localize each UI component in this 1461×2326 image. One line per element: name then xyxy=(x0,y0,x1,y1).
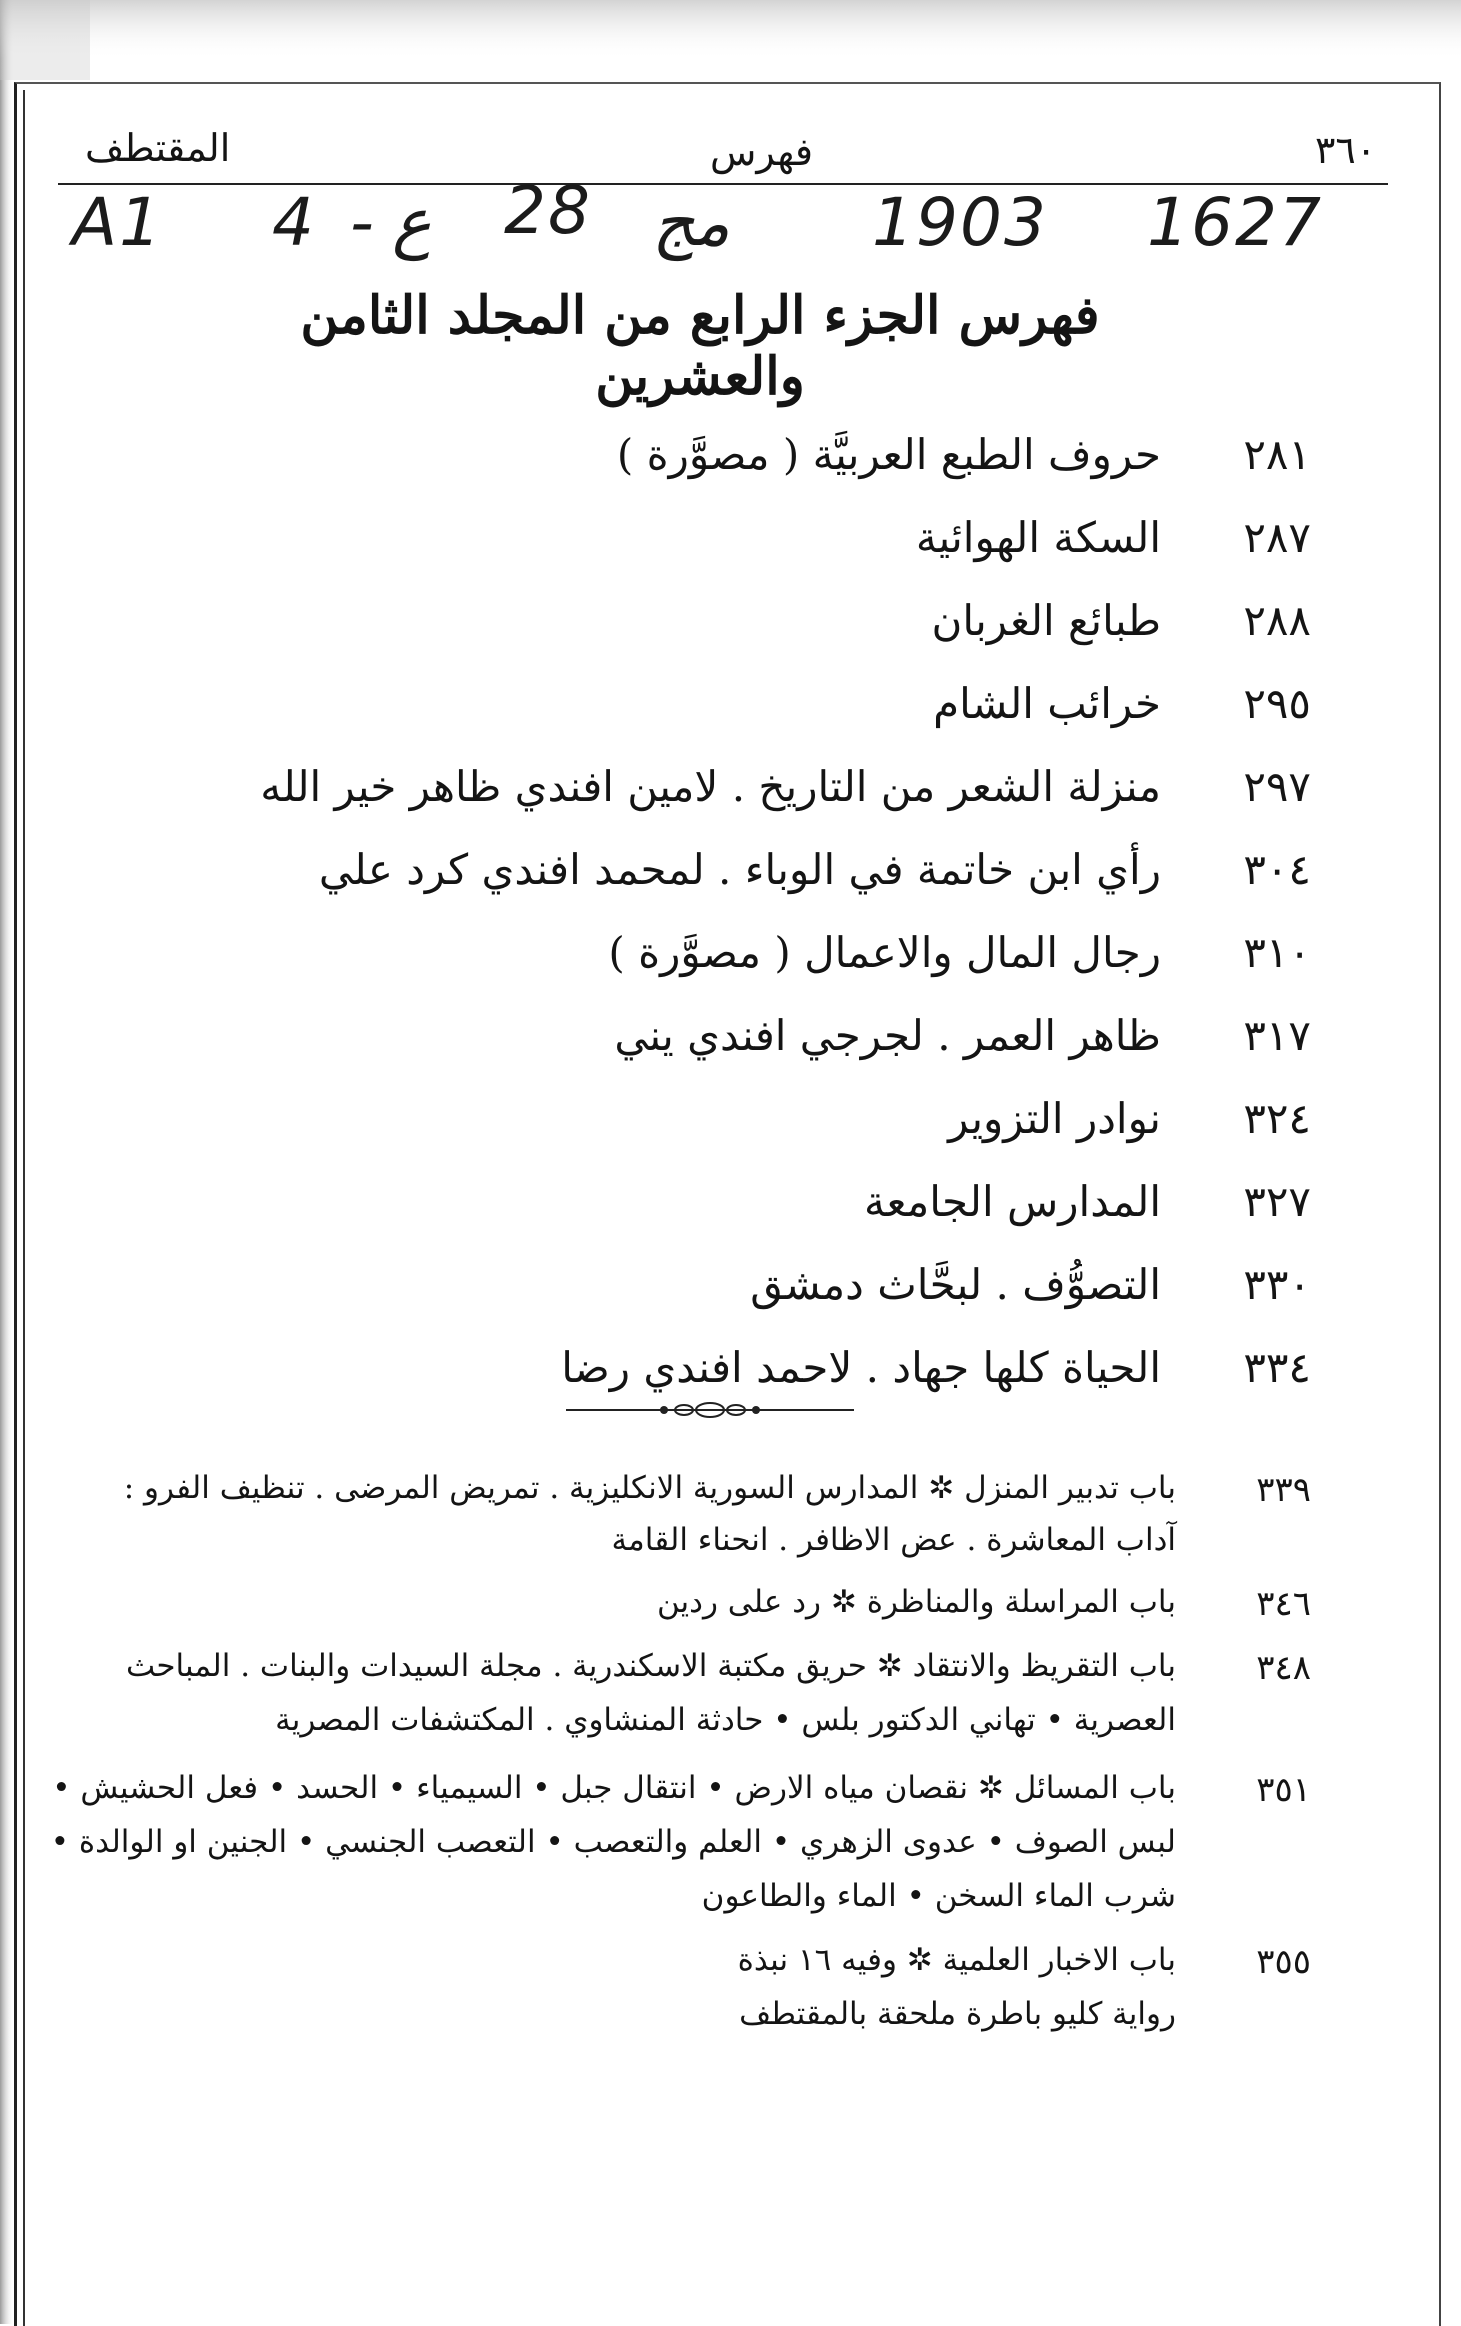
toc-entry xyxy=(0,762,1461,846)
toc-page-number: ٢٨٨ xyxy=(1243,596,1311,645)
toc-title: خرائب الشام xyxy=(933,679,1161,728)
toc-title: رجال المال والاعمال ( مصوَّرة ) xyxy=(608,928,1161,977)
ref-segment: 1627 xyxy=(1147,184,1323,261)
toc-page-number: ٢٨٧ xyxy=(1243,513,1311,562)
toc-title: رأي ابن خاتمة في الوباء . لمحمد افندي كرد علي xyxy=(318,845,1161,894)
toc-title: السكة الهوائية xyxy=(915,513,1161,562)
toc-entry xyxy=(0,928,1461,1012)
department-line: لبس الصوف • عدوى الزهري • العلم والتعصب • التعصب الجنسي • الجنين او الوالدة • xyxy=(50,1824,1176,1860)
toc-title: طبائع الغربان xyxy=(931,596,1161,645)
toc-page-number: ٣١٧ xyxy=(1243,1011,1311,1060)
toc-title: نوادر التزوير xyxy=(948,1094,1161,1143)
department-line: العصرية • تهاني الدكتور بلس • حادثة المنشاوي . المكتشفات المصرية xyxy=(275,1702,1176,1738)
department-line: رواية كليو باطرة ملحقة بالمقتطف xyxy=(739,1996,1176,2032)
ref-segment: - xyxy=(350,184,376,261)
department-page-number: ٣٥١ xyxy=(1256,1770,1311,1810)
toc-page-number: ٢٩٥ xyxy=(1243,679,1311,728)
ref-segment: مج xyxy=(652,184,730,261)
toc-title: المدارس الجامعة xyxy=(863,1177,1161,1226)
department-line: باب التقريظ والانتقاد ✲ حريق مكتبة الاسكندرية . مجلة السيدات والبنات . المباحث xyxy=(125,1648,1176,1684)
toc-entry xyxy=(0,1177,1461,1261)
toc-title: ظاهر العمر . لجرجي افندي يني xyxy=(614,1011,1161,1060)
toc-page-number: ٣٢٧ xyxy=(1243,1177,1311,1226)
ref-segment: 4 xyxy=(272,184,316,261)
toc-entry xyxy=(0,679,1461,763)
ref-segment: ع xyxy=(392,184,432,261)
toc-entry xyxy=(0,596,1461,680)
department-page-number: ٣٥٥ xyxy=(1256,1942,1311,1982)
page-number: ٣٦٠ xyxy=(1315,128,1377,172)
toc-page-number: ٣٢٤ xyxy=(1243,1094,1311,1143)
ornamental-divider xyxy=(560,1398,860,1422)
department-line: باب الاخبار العلمية ✲ وفيه ١٦ نبذة xyxy=(737,1942,1176,1978)
department-line: باب المسائل ✲ نقصان مياه الارض • انتقال جبل • السيمياء • الحسد • فعل الحشيش • xyxy=(52,1770,1176,1806)
toc-title: التصوُّف . لبحَّاث دمشق xyxy=(750,1260,1161,1309)
index-title: فهرس الجزء الرابع من المجلد الثامن والعشرين xyxy=(300,285,1100,407)
department-line: باب المراسلة والمناظرة ✲ رد على ردين xyxy=(656,1584,1176,1620)
department-page-number: ٣٣٩ xyxy=(1256,1470,1311,1510)
toc-page-number: ٢٨١ xyxy=(1243,430,1311,479)
toc-page-number: ٣١٠ xyxy=(1243,928,1311,977)
magazine-name: المقتطف xyxy=(85,126,231,170)
toc-page-number: ٣٠٤ xyxy=(1243,845,1311,894)
toc-title: الحياة كلها جهاد . لاحمد افندي رضا xyxy=(561,1343,1161,1392)
toc-entry xyxy=(0,513,1461,597)
toc-entry xyxy=(0,1011,1461,1095)
toc-entry xyxy=(0,430,1461,514)
toc-entry xyxy=(0,845,1461,929)
ref-segment: 1903 xyxy=(872,184,1048,261)
department-line: آداب المعاشرة . عض الاظافر . انحناء القامة xyxy=(611,1522,1176,1558)
toc-page-number: ٢٩٧ xyxy=(1243,762,1311,811)
toc-entry xyxy=(0,1094,1461,1178)
department-line: شرب الماء السخن • الماء والطاعون xyxy=(701,1878,1176,1914)
department-line: باب تدبير المنزل ✲ المدارس السورية الانكليزية . تمريض المرضى . تنظيف الفرو : xyxy=(123,1470,1176,1506)
toc-title: حروف الطبع العربيَّة ( مصوَّرة ) xyxy=(616,430,1161,479)
toc-page-number: ٣٣٠ xyxy=(1243,1260,1311,1309)
department-page-number: ٣٤٦ xyxy=(1256,1584,1311,1624)
handwritten-reference xyxy=(72,172,1392,268)
toc-title: منزلة الشعر من التاريخ . لامين افندي ظاهر خير الله xyxy=(260,762,1161,811)
toc-page-number: ٣٣٤ xyxy=(1243,1343,1311,1392)
ref-segment: A1 xyxy=(72,184,164,261)
toc-entry xyxy=(0,1260,1461,1344)
department-page-number: ٣٤٨ xyxy=(1256,1648,1311,1688)
ref-segment: 28 xyxy=(504,172,592,249)
section-label: فهرس xyxy=(710,130,814,174)
